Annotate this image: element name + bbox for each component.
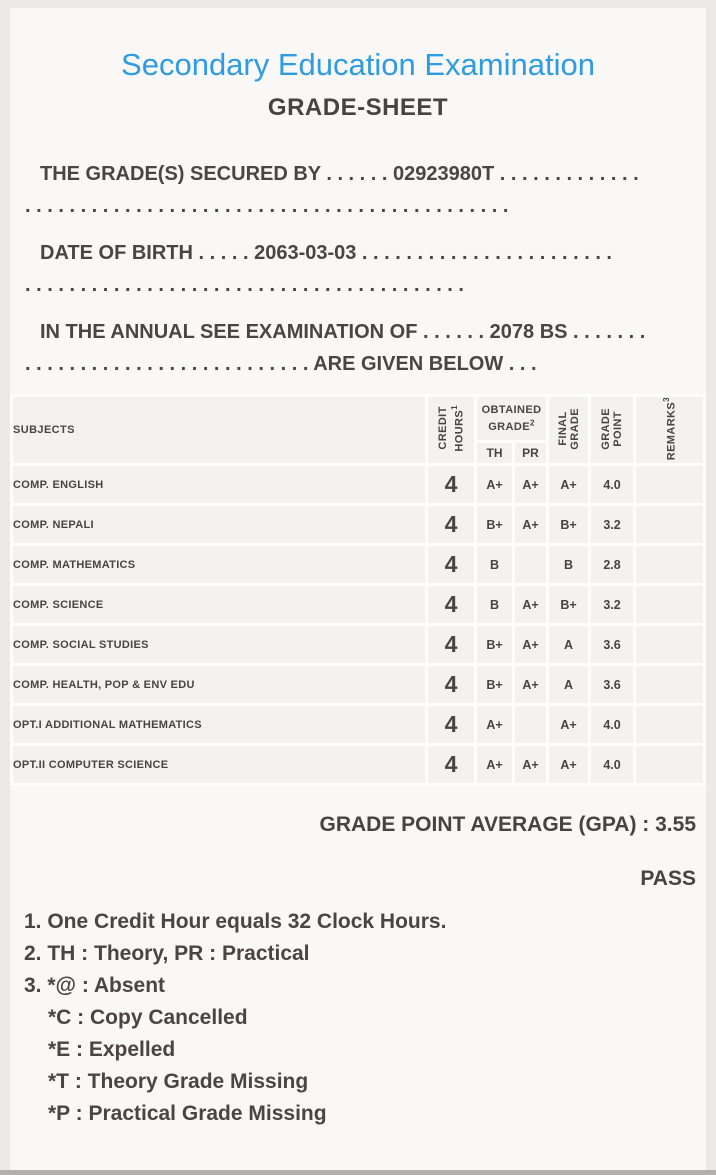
grade-point-cell: 3.2 bbox=[591, 586, 633, 623]
th-grade-cell: B bbox=[477, 546, 512, 583]
th-grade-cell: B+ bbox=[477, 626, 512, 663]
final-grade-cell: A bbox=[549, 666, 588, 703]
column-header-credit-hours: CREDIT HOURS$^1$ bbox=[428, 397, 474, 463]
final-grade-cell: A+ bbox=[549, 746, 588, 783]
remarks-cell bbox=[636, 506, 703, 543]
footnote-absent: 3. *@ : Absent bbox=[24, 974, 166, 998]
table-row bbox=[13, 666, 703, 703]
gpa-label: GRADE POINT AVERAGE (GPA) : bbox=[319, 813, 650, 837]
grade-point-cell: 4.0 bbox=[591, 746, 633, 783]
credit-hours-cell: 4 bbox=[428, 466, 474, 503]
exam-year-line-2: . . . . . . . . . . . . . . . . . . . . . . . . . . ARE GIVEN BELOW . . . bbox=[25, 353, 537, 375]
table-row bbox=[13, 746, 703, 783]
remarks-cell bbox=[636, 706, 703, 743]
date-of-birth-line-2: . . . . . . . . . . . . . . . . . . . . . . . . . . . . . . . . . . . . . . . . bbox=[25, 274, 464, 296]
final-grade-cell: A+ bbox=[549, 706, 588, 743]
grade-point-cell: 3.2 bbox=[591, 506, 633, 543]
th-grade-cell: B+ bbox=[477, 506, 512, 543]
footnote-expelled: *E : Expelled bbox=[48, 1038, 176, 1062]
subject-cell: COMP. SCIENCE bbox=[13, 586, 425, 623]
exam-title: Secondary Education Examination bbox=[121, 47, 595, 82]
final-grade-cell: A bbox=[549, 626, 588, 663]
footnote-copy-cancelled: *C : Copy Cancelled bbox=[48, 1006, 248, 1030]
pr-grade-cell: A+ bbox=[515, 666, 546, 703]
credit-hours-cell: 4 bbox=[428, 626, 474, 663]
column-header-grade-point: GRADE POINT bbox=[591, 397, 633, 463]
final-grade-cell: B+ bbox=[549, 586, 588, 623]
credit-hours-cell: 4 bbox=[428, 506, 474, 543]
table-row bbox=[13, 506, 703, 543]
remarks-cell bbox=[636, 746, 703, 783]
footnote-credit-hour: 1. One Credit Hour equals 32 Clock Hours. bbox=[24, 910, 447, 934]
credit-hours-cell: 4 bbox=[428, 546, 474, 583]
secured-by-line-1: THE GRADE(S) SECURED BY . . . . . . 02923980T . . . . . . . . . . . . . bbox=[40, 163, 639, 185]
exam-year-block bbox=[10, 316, 706, 380]
summary-section bbox=[10, 812, 706, 892]
remarks-cell bbox=[636, 586, 703, 623]
date-of-birth-block bbox=[10, 237, 706, 301]
table-row bbox=[13, 466, 703, 503]
pr-grade-cell: A+ bbox=[515, 626, 546, 663]
pr-grade-cell: A+ bbox=[515, 466, 546, 503]
result-status: PASS bbox=[640, 867, 696, 891]
footnote-theory-missing: *T : Theory Grade Missing bbox=[48, 1070, 309, 1094]
pr-grade-cell: A+ bbox=[515, 586, 546, 623]
footnotes-section bbox=[10, 906, 706, 1130]
grade-point-cell: 3.6 bbox=[591, 666, 633, 703]
column-header-subjects: SUBJECTS bbox=[13, 397, 425, 463]
gpa-value: 3.55 bbox=[655, 813, 696, 837]
remarks-cell bbox=[636, 666, 703, 703]
subject-cell: OPT.II COMPUTER SCIENCE bbox=[13, 746, 425, 783]
exam-year-line-1: IN THE ANNUAL SEE EXAMINATION OF . . . . . . 2078 BS . . . . . . . bbox=[40, 321, 646, 343]
final-grade-cell: B+ bbox=[549, 506, 588, 543]
footnote-th-pr: 2. TH : Theory, PR : Practical bbox=[24, 942, 310, 966]
column-header-remarks: REMARKS$^3$ bbox=[636, 397, 703, 463]
bottom-edge-bar bbox=[0, 1170, 716, 1175]
gradesheet-heading: GRADE-SHEET bbox=[267, 94, 449, 121]
table-row bbox=[13, 626, 703, 663]
credit-hours-cell: 4 bbox=[428, 706, 474, 743]
final-grade-cell: B bbox=[549, 546, 588, 583]
th-grade-cell: B+ bbox=[477, 666, 512, 703]
secured-by-block bbox=[10, 158, 706, 222]
th-grade-cell: A+ bbox=[477, 706, 512, 743]
grade-point-cell: 4.0 bbox=[591, 466, 633, 503]
remarks-cell bbox=[636, 546, 703, 583]
th-grade-cell: A+ bbox=[477, 466, 512, 503]
subject-cell: COMP. NEPALI bbox=[13, 506, 425, 543]
pr-grade-cell: A+ bbox=[515, 506, 546, 543]
credit-hours-cell: 4 bbox=[428, 666, 474, 703]
date-of-birth-line-1: DATE OF BIRTH . . . . . 2063-03-03 . . . . . . . . . . . . . . . . . . . . . . . bbox=[40, 242, 612, 264]
subject-cell: COMP. MATHEMATICS bbox=[13, 546, 425, 583]
table-row bbox=[13, 586, 703, 623]
subject-cell: COMP. HEALTH, POP & ENV EDU bbox=[13, 666, 425, 703]
pr-grade-cell: A+ bbox=[515, 746, 546, 783]
grade-point-cell: 3.6 bbox=[591, 626, 633, 663]
intro-section bbox=[10, 158, 706, 380]
credit-hours-cell: 4 bbox=[428, 586, 474, 623]
credit-hours-cell: 4 bbox=[428, 746, 474, 783]
remarks-cell bbox=[636, 466, 703, 503]
th-grade-cell: A+ bbox=[477, 746, 512, 783]
pr-grade-cell bbox=[515, 706, 546, 743]
th-grade-cell: B bbox=[477, 586, 512, 623]
pr-grade-cell bbox=[515, 546, 546, 583]
column-header-th: TH bbox=[477, 443, 512, 463]
gpa-line bbox=[10, 812, 696, 838]
grade-point-cell: 4.0 bbox=[591, 706, 633, 743]
column-header-final-grade: FINAL GRADE bbox=[549, 397, 588, 463]
remarks-cell bbox=[636, 626, 703, 663]
table-row bbox=[13, 706, 703, 743]
footnote-practical-missing: *P : Practical Grade Missing bbox=[48, 1102, 327, 1126]
column-header-pr: PR bbox=[515, 443, 546, 463]
subject-cell: COMP. SOCIAL STUDIES bbox=[13, 626, 425, 663]
gradesheet-card bbox=[10, 8, 706, 1170]
final-grade-cell: A+ bbox=[549, 466, 588, 503]
secured-by-line-2: . . . . . . . . . . . . . . . . . . . . . . . . . . . . . . . . . . . . . . . . . . . . bbox=[25, 195, 509, 217]
subject-cell: COMP. ENGLISH bbox=[13, 466, 425, 503]
grades-table bbox=[10, 394, 706, 786]
column-header-obtained-grade: OBTAINED GRADE$^2$ bbox=[477, 397, 546, 440]
subject-cell: OPT.I ADDITIONAL MATHEMATICS bbox=[13, 706, 425, 743]
grade-point-cell: 2.8 bbox=[591, 546, 633, 583]
table-row bbox=[13, 546, 703, 583]
